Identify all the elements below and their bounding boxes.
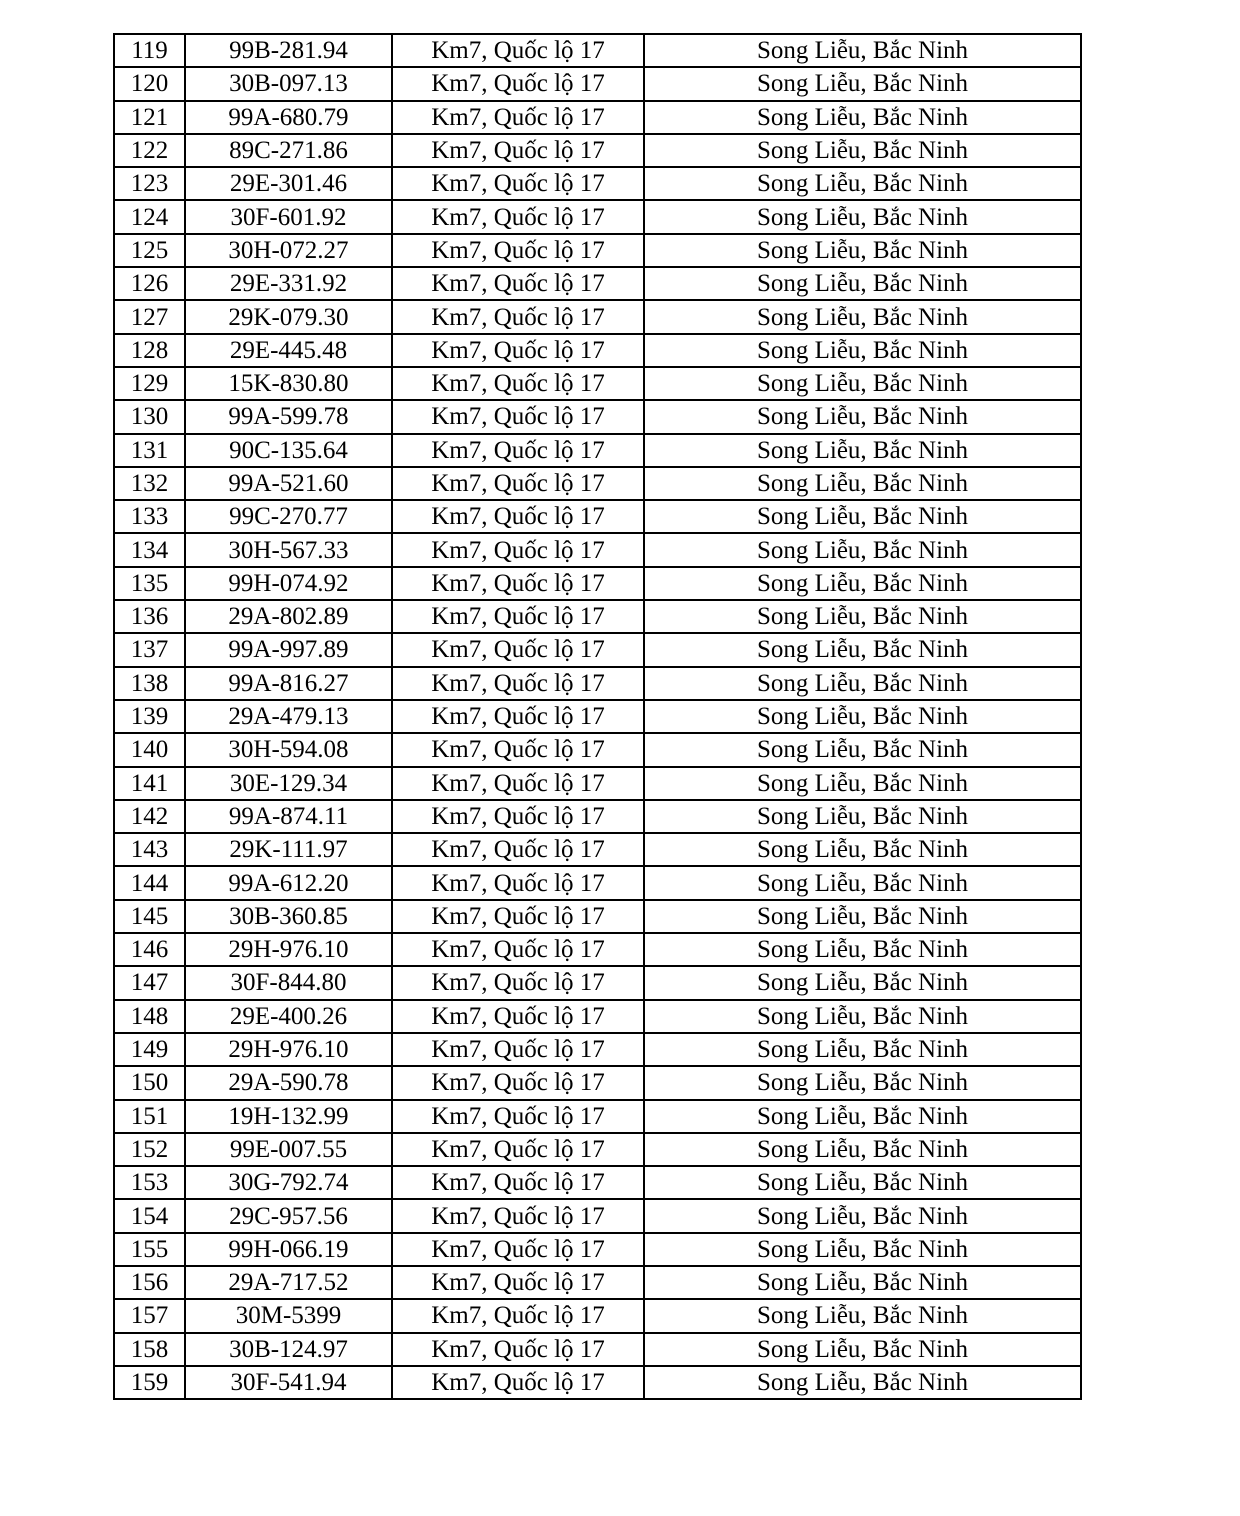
- table-row: [114, 633, 1081, 666]
- license-plate-cell: 30H-072.27: [185, 234, 392, 267]
- violation-location-cell: Km7, Quốc lộ 17: [392, 467, 644, 500]
- row-number-cell: 156: [114, 1266, 185, 1299]
- detecting-unit-cell: Song Liễu, Bắc Ninh: [644, 1166, 1081, 1199]
- row-number-cell: 127: [114, 300, 185, 333]
- detecting-unit-cell: Song Liễu, Bắc Ninh: [644, 933, 1081, 966]
- violation-location-cell: Km7, Quốc lộ 17: [392, 966, 644, 999]
- license-plate-cell: 29K-111.97: [185, 833, 392, 866]
- license-plate-cell: 99A-874.11: [185, 800, 392, 833]
- violation-location-cell: Km7, Quốc lộ 17: [392, 1366, 644, 1399]
- violation-location-cell: Km7, Quốc lộ 17: [392, 933, 644, 966]
- row-number-cell: 122: [114, 134, 185, 167]
- table-row: [114, 167, 1081, 200]
- row-number-cell: 142: [114, 800, 185, 833]
- violation-location-cell: Km7, Quốc lộ 17: [392, 733, 644, 766]
- table-row: [114, 367, 1081, 400]
- table-row: [114, 800, 1081, 833]
- license-plate-cell: 99A-816.27: [185, 667, 392, 700]
- table-row: [114, 700, 1081, 733]
- violation-location-cell: Km7, Quốc lộ 17: [392, 234, 644, 267]
- license-plate-cell: 30B-097.13: [185, 67, 392, 100]
- row-number-cell: 144: [114, 866, 185, 899]
- row-number-cell: 133: [114, 500, 185, 533]
- license-plate-cell: 29E-445.48: [185, 334, 392, 367]
- violation-plates-table: [113, 33, 1082, 1400]
- violation-location-cell: Km7, Quốc lộ 17: [392, 1333, 644, 1366]
- row-number-cell: 155: [114, 1233, 185, 1266]
- violation-location-cell: Km7, Quốc lộ 17: [392, 1166, 644, 1199]
- license-plate-cell: 30H-594.08: [185, 733, 392, 766]
- license-plate-cell: 29A-590.78: [185, 1066, 392, 1099]
- detecting-unit-cell: Song Liễu, Bắc Ninh: [644, 200, 1081, 233]
- row-number-cell: 159: [114, 1366, 185, 1399]
- violation-location-cell: Km7, Quốc lộ 17: [392, 267, 644, 300]
- detecting-unit-cell: Song Liễu, Bắc Ninh: [644, 866, 1081, 899]
- license-plate-cell: 30G-792.74: [185, 1166, 392, 1199]
- detecting-unit-cell: Song Liễu, Bắc Ninh: [644, 134, 1081, 167]
- row-number-cell: 150: [114, 1066, 185, 1099]
- license-plate-cell: 30B-360.85: [185, 900, 392, 933]
- row-number-cell: 134: [114, 533, 185, 566]
- license-plate-cell: 30F-844.80: [185, 966, 392, 999]
- detecting-unit-cell: Song Liễu, Bắc Ninh: [644, 800, 1081, 833]
- violation-location-cell: Km7, Quốc lộ 17: [392, 334, 644, 367]
- table-row: [114, 1166, 1081, 1199]
- detecting-unit-cell: Song Liễu, Bắc Ninh: [644, 1199, 1081, 1232]
- license-plate-cell: 90C-135.64: [185, 434, 392, 467]
- detecting-unit-cell: Song Liễu, Bắc Ninh: [644, 367, 1081, 400]
- detecting-unit-cell: Song Liễu, Bắc Ninh: [644, 600, 1081, 633]
- detecting-unit-cell: Song Liễu, Bắc Ninh: [644, 733, 1081, 766]
- license-plate-cell: 29H-976.10: [185, 1033, 392, 1066]
- license-plate-cell: 29A-717.52: [185, 1266, 392, 1299]
- table-row: [114, 467, 1081, 500]
- violation-location-cell: Km7, Quốc lộ 17: [392, 300, 644, 333]
- table-row: [114, 34, 1081, 67]
- row-number-cell: 131: [114, 434, 185, 467]
- row-number-cell: 143: [114, 833, 185, 866]
- license-plate-cell: 30H-567.33: [185, 533, 392, 566]
- row-number-cell: 129: [114, 367, 185, 400]
- detecting-unit-cell: Song Liễu, Bắc Ninh: [644, 434, 1081, 467]
- row-number-cell: 158: [114, 1333, 185, 1366]
- detecting-unit-cell: Song Liễu, Bắc Ninh: [644, 900, 1081, 933]
- row-number-cell: 125: [114, 234, 185, 267]
- row-number-cell: 121: [114, 101, 185, 134]
- violation-location-cell: Km7, Quốc lộ 17: [392, 367, 644, 400]
- violation-location-cell: Km7, Quốc lộ 17: [392, 1066, 644, 1099]
- violation-location-cell: Km7, Quốc lộ 17: [392, 633, 644, 666]
- violation-location-cell: Km7, Quốc lộ 17: [392, 567, 644, 600]
- license-plate-cell: 30F-541.94: [185, 1366, 392, 1399]
- detecting-unit-cell: Song Liễu, Bắc Ninh: [644, 300, 1081, 333]
- table-row: [114, 200, 1081, 233]
- detecting-unit-cell: Song Liễu, Bắc Ninh: [644, 567, 1081, 600]
- row-number-cell: 137: [114, 633, 185, 666]
- table-row: [114, 1299, 1081, 1332]
- row-number-cell: 130: [114, 400, 185, 433]
- row-number-cell: 123: [114, 167, 185, 200]
- violation-location-cell: Km7, Quốc lộ 17: [392, 1233, 644, 1266]
- table-row: [114, 101, 1081, 134]
- detecting-unit-cell: Song Liễu, Bắc Ninh: [644, 1066, 1081, 1099]
- license-plate-cell: 99H-074.92: [185, 567, 392, 600]
- table-row: [114, 667, 1081, 700]
- license-plate-cell: 99A-521.60: [185, 467, 392, 500]
- violation-location-cell: Km7, Quốc lộ 17: [392, 1033, 644, 1066]
- table-row: [114, 234, 1081, 267]
- table-row: [114, 900, 1081, 933]
- license-plate-cell: 99H-066.19: [185, 1233, 392, 1266]
- violation-location-cell: Km7, Quốc lộ 17: [392, 833, 644, 866]
- license-plate-cell: 29K-079.30: [185, 300, 392, 333]
- row-number-cell: 124: [114, 200, 185, 233]
- table-row: [114, 733, 1081, 766]
- detecting-unit-cell: Song Liễu, Bắc Ninh: [644, 167, 1081, 200]
- table-row: [114, 600, 1081, 633]
- table-row: [114, 966, 1081, 999]
- row-number-cell: 147: [114, 966, 185, 999]
- table-row: [114, 434, 1081, 467]
- violation-location-cell: Km7, Quốc lộ 17: [392, 101, 644, 134]
- row-number-cell: 154: [114, 1199, 185, 1232]
- detecting-unit-cell: Song Liễu, Bắc Ninh: [644, 34, 1081, 67]
- table-row: [114, 134, 1081, 167]
- detecting-unit-cell: Song Liễu, Bắc Ninh: [644, 633, 1081, 666]
- detecting-unit-cell: Song Liễu, Bắc Ninh: [644, 334, 1081, 367]
- detecting-unit-cell: Song Liễu, Bắc Ninh: [644, 67, 1081, 100]
- violation-location-cell: Km7, Quốc lộ 17: [392, 767, 644, 800]
- table-row: [114, 1133, 1081, 1166]
- detecting-unit-cell: Song Liễu, Bắc Ninh: [644, 1100, 1081, 1133]
- violation-location-cell: Km7, Quốc lộ 17: [392, 600, 644, 633]
- detecting-unit-cell: Song Liễu, Bắc Ninh: [644, 833, 1081, 866]
- table-row: [114, 1100, 1081, 1133]
- license-plate-cell: 29A-802.89: [185, 600, 392, 633]
- license-plate-cell: 30F-601.92: [185, 200, 392, 233]
- license-plate-cell: 19H-132.99: [185, 1100, 392, 1133]
- violation-location-cell: Km7, Quốc lộ 17: [392, 700, 644, 733]
- row-number-cell: 138: [114, 667, 185, 700]
- violation-location-cell: Km7, Quốc lộ 17: [392, 1199, 644, 1232]
- detecting-unit-cell: Song Liễu, Bắc Ninh: [644, 400, 1081, 433]
- license-plate-cell: 30M-5399: [185, 1299, 392, 1332]
- detecting-unit-cell: Song Liễu, Bắc Ninh: [644, 234, 1081, 267]
- table-row: [114, 1333, 1081, 1366]
- violation-location-cell: Km7, Quốc lộ 17: [392, 1299, 644, 1332]
- table-row: [114, 1066, 1081, 1099]
- detecting-unit-cell: Song Liễu, Bắc Ninh: [644, 1266, 1081, 1299]
- violation-location-cell: Km7, Quốc lộ 17: [392, 1133, 644, 1166]
- row-number-cell: 151: [114, 1100, 185, 1133]
- detecting-unit-cell: Song Liễu, Bắc Ninh: [644, 267, 1081, 300]
- table-row: [114, 334, 1081, 367]
- row-number-cell: 141: [114, 767, 185, 800]
- license-plate-cell: 99A-680.79: [185, 101, 392, 134]
- license-plate-cell: 30B-124.97: [185, 1333, 392, 1366]
- license-plate-cell: 89C-271.86: [185, 134, 392, 167]
- table-row: [114, 67, 1081, 100]
- table-row: [114, 866, 1081, 899]
- row-number-cell: 157: [114, 1299, 185, 1332]
- detecting-unit-cell: Song Liễu, Bắc Ninh: [644, 667, 1081, 700]
- violation-location-cell: Km7, Quốc lộ 17: [392, 667, 644, 700]
- table-row: [114, 400, 1081, 433]
- row-number-cell: 136: [114, 600, 185, 633]
- detecting-unit-cell: Song Liễu, Bắc Ninh: [644, 1133, 1081, 1166]
- license-plate-cell: 29A-479.13: [185, 700, 392, 733]
- row-number-cell: 152: [114, 1133, 185, 1166]
- document-page: [113, 33, 1082, 1400]
- violation-location-cell: Km7, Quốc lộ 17: [392, 900, 644, 933]
- license-plate-cell: 15K-830.80: [185, 367, 392, 400]
- violation-location-cell: Km7, Quốc lộ 17: [392, 34, 644, 67]
- violation-location-cell: Km7, Quốc lộ 17: [392, 800, 644, 833]
- detecting-unit-cell: Song Liễu, Bắc Ninh: [644, 533, 1081, 566]
- row-number-cell: 128: [114, 334, 185, 367]
- violation-location-cell: Km7, Quốc lộ 17: [392, 1266, 644, 1299]
- violation-location-cell: Km7, Quốc lộ 17: [392, 200, 644, 233]
- license-plate-cell: 29H-976.10: [185, 933, 392, 966]
- license-plate-cell: 99E-007.55: [185, 1133, 392, 1166]
- row-number-cell: 148: [114, 1000, 185, 1033]
- detecting-unit-cell: Song Liễu, Bắc Ninh: [644, 500, 1081, 533]
- license-plate-cell: 99B-281.94: [185, 34, 392, 67]
- table-row: [114, 1366, 1081, 1399]
- license-plate-cell: 99A-997.89: [185, 633, 392, 666]
- license-plate-cell: 29E-331.92: [185, 267, 392, 300]
- table-row: [114, 1233, 1081, 1266]
- table-row: [114, 1199, 1081, 1232]
- license-plate-cell: 29C-957.56: [185, 1199, 392, 1232]
- detecting-unit-cell: Song Liễu, Bắc Ninh: [644, 1033, 1081, 1066]
- table-row: [114, 933, 1081, 966]
- detecting-unit-cell: Song Liễu, Bắc Ninh: [644, 467, 1081, 500]
- row-number-cell: 145: [114, 900, 185, 933]
- row-number-cell: 126: [114, 267, 185, 300]
- license-plate-cell: 29E-400.26: [185, 1000, 392, 1033]
- detecting-unit-cell: Song Liễu, Bắc Ninh: [644, 1333, 1081, 1366]
- violation-location-cell: Km7, Quốc lộ 17: [392, 1000, 644, 1033]
- table-row: [114, 833, 1081, 866]
- violation-location-cell: Km7, Quốc lộ 17: [392, 400, 644, 433]
- table-row: [114, 567, 1081, 600]
- row-number-cell: 149: [114, 1033, 185, 1066]
- detecting-unit-cell: Song Liễu, Bắc Ninh: [644, 767, 1081, 800]
- detecting-unit-cell: Song Liễu, Bắc Ninh: [644, 1000, 1081, 1033]
- violation-location-cell: Km7, Quốc lộ 17: [392, 434, 644, 467]
- violation-location-cell: Km7, Quốc lộ 17: [392, 533, 644, 566]
- detecting-unit-cell: Song Liễu, Bắc Ninh: [644, 966, 1081, 999]
- row-number-cell: 132: [114, 467, 185, 500]
- row-number-cell: 119: [114, 34, 185, 67]
- table-row: [114, 767, 1081, 800]
- table-row: [114, 300, 1081, 333]
- detecting-unit-cell: Song Liễu, Bắc Ninh: [644, 700, 1081, 733]
- violation-location-cell: Km7, Quốc lộ 17: [392, 500, 644, 533]
- row-number-cell: 139: [114, 700, 185, 733]
- violation-location-cell: Km7, Quốc lộ 17: [392, 134, 644, 167]
- violation-location-cell: Km7, Quốc lộ 17: [392, 1100, 644, 1133]
- row-number-cell: 135: [114, 567, 185, 600]
- row-number-cell: 120: [114, 67, 185, 100]
- license-plate-cell: 99A-612.20: [185, 866, 392, 899]
- license-plate-cell: 29E-301.46: [185, 167, 392, 200]
- row-number-cell: 146: [114, 933, 185, 966]
- detecting-unit-cell: Song Liễu, Bắc Ninh: [644, 1233, 1081, 1266]
- table-row: [114, 267, 1081, 300]
- table-row: [114, 1033, 1081, 1066]
- violation-location-cell: Km7, Quốc lộ 17: [392, 167, 644, 200]
- license-plate-cell: 99C-270.77: [185, 500, 392, 533]
- row-number-cell: 153: [114, 1166, 185, 1199]
- table-body: [114, 34, 1081, 1399]
- table-row: [114, 500, 1081, 533]
- row-number-cell: 140: [114, 733, 185, 766]
- license-plate-cell: 99A-599.78: [185, 400, 392, 433]
- violation-location-cell: Km7, Quốc lộ 17: [392, 866, 644, 899]
- table-row: [114, 1266, 1081, 1299]
- detecting-unit-cell: Song Liễu, Bắc Ninh: [644, 1299, 1081, 1332]
- table-row: [114, 1000, 1081, 1033]
- license-plate-cell: 30E-129.34: [185, 767, 392, 800]
- detecting-unit-cell: Song Liễu, Bắc Ninh: [644, 101, 1081, 134]
- violation-location-cell: Km7, Quốc lộ 17: [392, 67, 644, 100]
- detecting-unit-cell: Song Liễu, Bắc Ninh: [644, 1366, 1081, 1399]
- table-row: [114, 533, 1081, 566]
